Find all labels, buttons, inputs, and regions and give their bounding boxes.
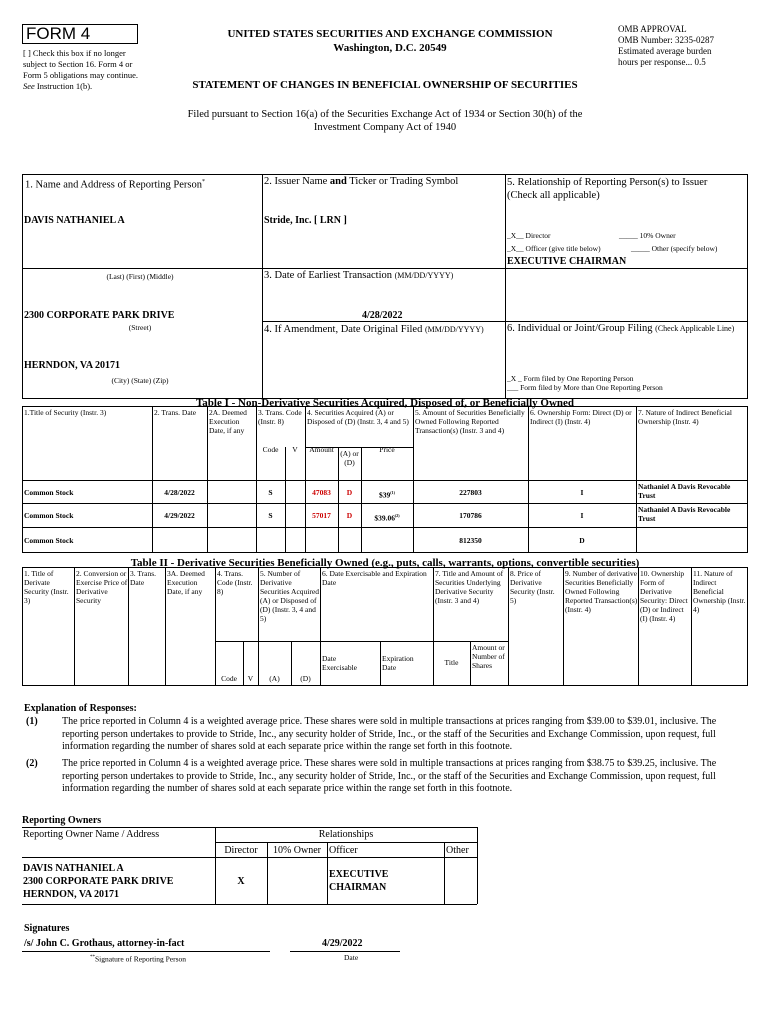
- signatures-title: Signatures: [24, 923, 70, 934]
- owner-officer-line1: EXECUTIVE: [329, 869, 389, 880]
- t2-h-date: 3. Trans. Date: [130, 569, 157, 587]
- owner-name-line: DAVIS NATHANIEL A: [23, 863, 124, 874]
- note-2-text: The price reported in Column 4 is a weighted average price. These shares were sold in multiple transactions at prices ranging from $38.75 to $39.25, inclusive. The reporting person undertakes to provide to Stride, Inc., any security holder of Stride, Inc., or the staff of the Securities and Exchange Commission, upon request, full information regarding the number of shares sold at each separate price within the range set forth in this footnote.: [62, 758, 717, 794]
- t2-sub-date-ex: Date Exercisable: [322, 654, 357, 672]
- t1-h-title: 1.Title of Security (Instr. 3): [24, 408, 107, 417]
- t1-r2-form: I: [580, 511, 584, 520]
- owner-street-line: 2300 CORPORATE PARK DRIVE: [23, 876, 174, 887]
- t2-h-underlying: 7. Title and Amount of Securities Underlying Derivative Security (Instr. 3 and 4): [435, 569, 504, 605]
- owners-col-rel: Relationships: [318, 829, 374, 840]
- owner-city-line: HERNDON, VA 20171: [23, 889, 120, 900]
- note-1-num: (1): [26, 716, 38, 727]
- reporting-person-name: DAVIS NATHANIEL A: [24, 215, 125, 226]
- t1-r2-price-note: (2): [394, 513, 400, 518]
- t1-r1-amount: 47083: [312, 488, 331, 497]
- t2-h-owned: 9. Number of derivative Securities Beneficially Owned Following Reported Transaction(s) (Instr. 4): [565, 569, 638, 614]
- note-2-num: (2): [26, 758, 38, 769]
- box4-label-fmt: (MM/DD/YYYY): [424, 325, 484, 334]
- t1-h-code: 3. Trans. Code (Instr. 8): [258, 408, 302, 426]
- t1-r3-form: D: [579, 536, 585, 545]
- t2-h-deemed: 3A. Deemed Execution Date, if any: [167, 569, 205, 596]
- table2-title: Table II - Derivative Securities Beneficially Owned (e.g., puts, calls, warrants, options, convertible securities): [130, 557, 640, 569]
- one-person-filing: _X _ Form filed by One Reporting Person: [507, 374, 634, 383]
- t1-r2-ad: D: [346, 511, 353, 520]
- signature-star: **: [90, 955, 95, 960]
- t2-h-price: 8. Price of Derivative Security (Instr. 5): [510, 569, 555, 605]
- t1-r1-date: 4/28/2022: [164, 488, 195, 497]
- owners-title: Reporting Owners: [22, 815, 102, 826]
- t2-sub-a: (A): [269, 674, 280, 683]
- owners-col-officer: Officer: [329, 845, 358, 856]
- t1-r1-owned: 227803: [459, 488, 482, 497]
- check-box-instr: Instruction 1(b).: [34, 81, 93, 91]
- box2-label: [264, 176, 458, 188]
- t1-r2-owned: 170786: [459, 511, 482, 520]
- box6-label: [507, 323, 745, 335]
- t2-sub-d: (D): [300, 674, 311, 683]
- filed-pursuant-line2: Investment Company Act of 1940: [313, 122, 457, 133]
- officer-check: _X__ Officer (give title below): [507, 244, 601, 253]
- signature-label-text: Signature of Reporting Person: [95, 954, 187, 964]
- omb-title: OMB APPROVAL: [618, 24, 687, 34]
- omb-number: OMB Number: 3235-0287: [618, 35, 714, 45]
- omb-approval: [618, 24, 768, 68]
- t1-sub-amount: Amount: [309, 445, 334, 454]
- box4-label: [264, 324, 484, 336]
- t1-sub-price: Price: [379, 445, 395, 454]
- table1-title: Table I - Non-Derivative Securities Acquired, Disposed of, or Beneficially Owned: [195, 397, 575, 409]
- signer-name: /s/ John C. Grothaus, attorney-in-fact: [24, 938, 185, 949]
- t2-h-form: 10. Ownership Form of Derivative Security: Direct (D) or Indirect (I) (Instr. 4): [640, 569, 688, 623]
- t2-sub-exp-date: Expiration Date: [382, 654, 414, 672]
- t1-sub-aord: (A) or (D): [340, 449, 359, 467]
- t1-r2-code: S: [268, 511, 273, 520]
- box4-label-text: 4. If Amendment, Date Original Filed: [264, 324, 425, 335]
- agency-name: UNITED STATES SECURITIES AND EXCHANGE COMMISSION: [227, 28, 553, 40]
- box6-label-text: 6. Individual or Joint/Group Filing: [507, 323, 656, 334]
- t2-h-title: 1. Title of Derivate Security (Instr. 3): [24, 569, 69, 605]
- owner-name: [23, 862, 173, 901]
- agency-address: Washington, D.C. 20549: [333, 42, 447, 54]
- t1-r2-price-val: $39.06: [374, 513, 395, 523]
- t2-h-code: 4. Trans. Code (Instr. 8): [217, 569, 253, 596]
- issuer-name: Stride, Inc. [ LRN ]: [264, 215, 347, 226]
- explanation-title: Explanation of Responses:: [24, 703, 137, 714]
- t1-r2-date: 4/29/2022: [164, 511, 195, 520]
- t1-r1-code: S: [268, 488, 273, 497]
- owner-director-mark: X: [237, 876, 245, 887]
- t1-h-nature: 7. Nature of Indirect Beneficial Ownership (Instr. 4): [638, 408, 732, 426]
- form-title: FORM 4: [26, 24, 91, 43]
- t2-sub-code: Code: [221, 674, 237, 683]
- t2-h-nature: 11. Nature of Indirect Beneficial Ownership (Instr. 4): [693, 569, 746, 614]
- t1-r1-price-note: (1): [390, 490, 395, 495]
- owners-col-director: Director: [224, 845, 258, 856]
- t1-r2-security: Common Stock: [24, 511, 74, 520]
- t1-h-acquired: 4. Securities Acquired (A) or Disposed of (D) (Instr. 3, 4 and 5): [307, 408, 409, 426]
- box2-label-and: and: [329, 176, 347, 187]
- check-box-text: [ ] Check this box if no longer subject to Section 16. Form 4 or Form 5 obligations may continue.: [23, 48, 138, 80]
- t2-sub-amount: Amount or Number of Shares: [472, 643, 505, 670]
- other-check: _____ Other (specify below): [631, 244, 718, 253]
- box5-label-1: 5. Relationship of Reporting Person(s) to Issuer: [507, 177, 708, 188]
- box3-label-text: 3. Date of Earliest Transaction: [264, 270, 395, 281]
- owner-officer-title: [329, 868, 388, 894]
- owner-officer-line2: CHAIRMAN: [329, 882, 387, 893]
- owners-col-name: Reporting Owner Name / Address: [23, 829, 160, 840]
- box1-label-star: *: [202, 179, 206, 185]
- city-hint: (City) (State) (Zip): [111, 376, 169, 385]
- t1-h-owned: 5. Amount of Securities Beneficially Owned Following Reported Transaction(s) (Instr. 3 and 4): [415, 408, 525, 435]
- box2-label-a: 2. Issuer Name: [264, 176, 330, 187]
- director-check: _X__ Director: [507, 231, 551, 240]
- check-box-note: [23, 48, 151, 92]
- t1-r1-price-val: $39: [379, 490, 391, 500]
- statement-title: STATEMENT OF CHANGES IN BENEFICIAL OWNERSHIP OF SECURITIES: [192, 79, 578, 91]
- t1-r2-amount: 57017: [312, 511, 331, 520]
- box1-label: [25, 176, 205, 192]
- t1-r2-price: [361, 511, 413, 523]
- owners-col-other: Other: [446, 845, 469, 856]
- t1-r1-price: [361, 488, 413, 500]
- box6-label-sub: (Check Applicable Line): [655, 324, 735, 333]
- t1-r3-security: Common Stock: [24, 536, 74, 545]
- box3-label: [264, 270, 453, 282]
- t2-h-number: 5. Number of Derivative Securities Acquired (A) or Disposed of (D) (Instr. 3, 4 and 5): [260, 569, 319, 623]
- reporting-person-street: 2300 CORPORATE PARK DRIVE: [24, 310, 175, 321]
- date-label: Date: [344, 953, 359, 962]
- filed-pursuant: [120, 108, 650, 134]
- name-hint: (Last) (First) (Middle): [106, 272, 174, 281]
- filed-pursuant-line1: Filed pursuant to Section 16(a) of the Securities Exchange Act of 1934 or Section 30(h) of the: [187, 109, 583, 120]
- t2-h-conversion: 2. Conversion or Exercise Price of Derivative Security: [76, 569, 128, 605]
- t1-sub-code: Code: [262, 445, 279, 454]
- t1-h-form: 6. Ownership Form: Direct (D) or Indirect (I) (Instr. 4): [530, 408, 632, 426]
- t2-sub-v: V: [247, 674, 254, 683]
- t2-h-exercisable: 6. Date Exercisable and Expiration Date: [322, 569, 427, 587]
- ten-pct-check: _____ 10% Owner: [619, 231, 676, 240]
- t1-r3-owned: 812350: [459, 536, 482, 545]
- t1-h-date: 2. Trans. Date: [154, 408, 197, 417]
- t1-r1-security: Common Stock: [24, 488, 74, 497]
- note-1-text: The price reported in Column 4 is a weighted average price. These shares were sold in multiple transactions at prices ranging from $39.00 to $39.01, inclusive. The reporting person undertakes to provide to Stride, Inc., any security holder of Stride, Inc., or the staff of the Securities and Exchange Commission, upon request, full information regarding the number of shares sold at each separate price within the range set forth in this footnote.: [62, 716, 717, 752]
- box5-label-2: (Check all applicable): [507, 190, 600, 201]
- officer-title: EXECUTIVE CHAIRMAN: [507, 256, 627, 267]
- box2-label-b: Ticker or Trading Symbol: [346, 176, 459, 187]
- t1-r1-ad: D: [346, 488, 353, 497]
- earliest-transaction-date: 4/28/2022: [362, 310, 403, 321]
- omb-burden: Estimated average burden: [618, 46, 712, 56]
- signature-label: [90, 953, 186, 964]
- street-hint: (Street): [128, 323, 152, 332]
- box3-label-fmt: (MM/DD/YYYY): [394, 271, 454, 280]
- check-box-see: See: [23, 81, 35, 91]
- reporting-person-city: HERNDON, VA 20171: [24, 360, 121, 371]
- t1-r1-form: I: [580, 488, 584, 497]
- box5-label: [507, 176, 707, 202]
- t2-sub-title: Title: [444, 658, 459, 667]
- t1-h-deemed: 2A. Deemed Execution Date, if any: [209, 408, 247, 435]
- t1-sub-v: V: [292, 445, 298, 454]
- box1-label-text: 1. Name and Address of Reporting Person: [25, 179, 203, 191]
- signature-date: 4/29/2022: [322, 938, 363, 949]
- multi-person-filing: ___ Form filed by More than One Reporting Person: [507, 383, 663, 392]
- t1-r1-nature: Nathaniel A Davis Revocable Trust: [638, 482, 731, 500]
- omb-hours: hours per response... 0.5: [618, 57, 706, 67]
- owners-col-10pct: 10% Owner: [272, 845, 322, 856]
- t1-r2-nature: Nathaniel A Davis Revocable Trust: [638, 505, 731, 523]
